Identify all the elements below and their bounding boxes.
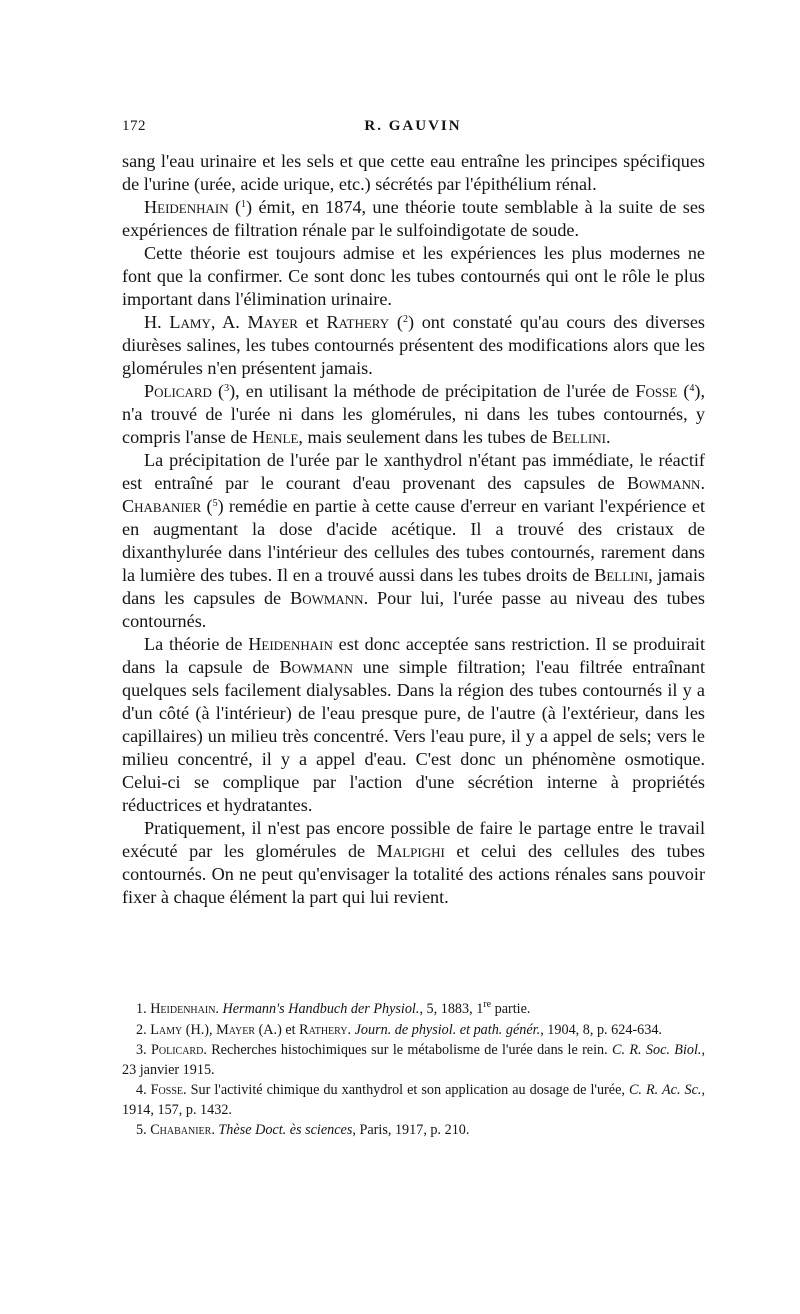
footnote-number: 4. (136, 1082, 147, 1098)
paragraph-text: . Pour lui, l'urée passe au niveau des tubes contournés. (122, 588, 705, 631)
footnote-text: , Paris, 1917, p. 210. (352, 1122, 470, 1138)
author-name: Bowmann (290, 588, 364, 608)
author-name: Heidenhain (144, 197, 229, 217)
footnote-title: Journ. de physiol. et path. génér. (354, 1021, 541, 1038)
paragraph-text: est donc acceptée sans restriction. Il se produirait dans la capsule de (122, 634, 705, 677)
paragraph-text: remédie en partie à cette cause d'erreur en variant l'expérience et en augmentant la dose d'acide acétique. Il a trouvé des cristaux de dixanthylurée dans l'intérieur des cellules des tubes contournés, rarement dans la lumière des tubes. Il en a trouvé aussi dans les tubes droits de (122, 496, 705, 585)
footnotes (122, 1000, 705, 1142)
paragraph-text: La théorie de (144, 634, 249, 654)
paragraph-6: La précipitation de l'urée par le xanthydrol n'étant pas immédiate, le réactif est entraîné par le courant d'eau provenant des capsules de Bowmann. Chabanier ($^5$) remédie en partie à cette cause d'erreur en variant l'expérience et en augmentant la dose d'acide acétique. Il a trouvé des cristaux de dixanthylurée dans l'intérieur des cellules des tubes contournés, rarement dans la lumière des tubes. Il en a trouvé aussi dans les tubes droits de Bellini, jamais dans les capsules de Bowmann. Pour lui, l'urée passe au niveau des tubes contournés. (122, 450, 705, 631)
paragraph-text: et (297, 312, 327, 332)
author-name: Bowmann (626, 473, 701, 493)
paragraph-text: et celui des cellules des tubes contournés. On ne peut qu'envisager la totalité des actions rénales sans pouvoir fixer à chaque élément la part qui lui revient. (122, 841, 706, 907)
paragraph-text: , en utilisant la méthode de précipitation de l'urée de (235, 381, 636, 401)
paragraph-text: Pratiquement, il n'est pas encore possible de faire le partage entre le travail exécuté par les glomérules de (122, 818, 705, 861)
page-number: 172 (122, 118, 146, 134)
author-name: Bellini (594, 565, 649, 585)
footnote-2 (122, 1021, 705, 1041)
author-name: Heidenhain (248, 634, 333, 654)
author-name: Malpighi (376, 841, 445, 861)
paragraph-text: , mais seulement dans les tubes de (298, 427, 552, 447)
page-header (122, 118, 704, 140)
footnote-ref: 5 (212, 498, 218, 509)
paragraph-text: ont constaté qu'au cours des diverses diurèses salines, les tubes contournés présentent des modifications alors que les glomérules n'en présentent jamais. (122, 312, 705, 378)
paragraph-text: , n'a trouvé de l'urée ni dans les glomérules, ni dans les tubes contournés, y compris l'anse de (122, 381, 706, 447)
author-name: Chabanier (122, 496, 202, 516)
author-name: Rathery (326, 312, 390, 332)
paragraph-3: Cette théorie est toujours admise et les expériences les plus modernes ne font que la confirmer. Ce sont donc les tubes contournés qui ont le rôle le plus important dans l'élimination urinaire. (122, 243, 705, 309)
paragraph-text: . (606, 427, 611, 447)
footnote-3 (122, 1041, 705, 1080)
footnote-text: (H.), (182, 1021, 217, 1038)
footnote-author: Rathery (299, 1021, 348, 1038)
footnote-text: (A.) et (255, 1021, 300, 1038)
footnote-author: Lamy (150, 1021, 183, 1038)
paragraph-7 (122, 633, 705, 817)
footnote-number: 3. (136, 1042, 147, 1058)
paragraph-text: , jamais dans les capsules de (122, 565, 705, 608)
footnote-title: C. R. Ac. Sc. (628, 1082, 702, 1098)
author-name: Henle (252, 427, 299, 447)
paragraph-text: . (700, 473, 705, 493)
footnote-author: Mayer (216, 1021, 256, 1038)
footnote-ref: 4 (689, 383, 695, 394)
author-name: Mayer (247, 312, 298, 332)
paragraph-4: H. Lamy, A. Mayer et Rathery ($^2$) ont constaté qu'au cours des diverses diurèses salines, les tubes contournés présentent des modifications alors que les glomérules n'en présentent jamais. (122, 312, 705, 378)
paragraph-text: émit, en 1874, une théorie toute semblable à la suite de ses expériences de filtration rénale par le sulfoindigotate de soude. (122, 197, 705, 240)
footnote-title: Hermann's Handbuch der Physiol. (222, 1001, 420, 1017)
footnote-ref: 1 (241, 199, 247, 210)
footnote-text: . Recherches histochimiques sur le métabolisme de l'urée dans le rein. (203, 1042, 613, 1058)
footnote-title: C. R. Soc. Biol. (612, 1042, 702, 1058)
footnote-1 (122, 1000, 705, 1020)
paragraph-2: Heidenhain ($^1$) émit, en 1874, une théorie toute semblable à la suite de ses expériences de filtration rénale par le sulfoindigotate de soude. (122, 197, 705, 240)
author-name: Fosse (635, 381, 678, 401)
footnote-text: . (211, 1122, 219, 1138)
author-name: Bowmann (279, 657, 353, 677)
footnote-4 (122, 1081, 705, 1120)
paragraph-text: H. (144, 312, 170, 332)
paragraph-text: La précipitation de l'urée par le xanthydrol n'étant pas immédiate, le réactif est entraîné par le courant d'eau provenant des capsules de (122, 450, 705, 493)
footnote-author: Chabanier (150, 1122, 212, 1138)
footnote-superscript: re (483, 999, 492, 1010)
footnote-text: . (347, 1021, 355, 1038)
paragraph-1: sang l'eau urinaire et les sels et que cette eau entraîne les principes spécifiques de l'urine (urée, acide urique, etc.) sécrétés par l'épithélium rénal. (122, 151, 705, 194)
footnote-author: Heidenhain. (150, 1001, 219, 1017)
author-name: Policard (144, 381, 212, 401)
footnote-5 (122, 1121, 705, 1141)
paragraph-text: une simple filtration; l'eau filtrée entraînant quelques sels facilement dialysables. Dans la région des tubes contournés il y a d'un côté (à l'intérieur) de l'eau presque pure, de l'autre (à l'extérieur, dans les capillaires) un milieu très concentré. Vers l'eau pure, il y a appel de sels; vers le milieu concentré, il y a appel d'eau. C'est donc un phénomène osmotique. Celui-ci se complique par l'action d'une sécrétion interne à propriétés réductrices et hydratantes. (122, 657, 705, 815)
paragraph-8 (122, 817, 705, 909)
footnote-ref: 3 (224, 383, 230, 394)
footnote-text: , 5, 1883, 1 (419, 1001, 484, 1017)
footnote-text: , 1914, 157, p. 1432. (122, 1082, 705, 1118)
footnote-title: Thèse Doct. ès sciences (218, 1122, 353, 1138)
footnote-text: . Sur l'activité chimique du xanthydrol et son application au dosage de l'urée, (183, 1082, 629, 1098)
paragraph-text: , A. (210, 312, 248, 332)
running-head: R. GAUVIN (364, 118, 462, 134)
body-text (122, 150, 705, 909)
footnote-text: , 23 janvier 1915. (122, 1042, 706, 1078)
author-name: Lamy (169, 312, 211, 332)
footnote-author: Fosse (150, 1082, 184, 1098)
footnote-ref: 2 (402, 314, 408, 325)
footnote-author: Policard (150, 1042, 204, 1058)
footnote-number: 2. (136, 1021, 147, 1038)
footnote-text: , 1904, 8, p. 624-634. (540, 1021, 662, 1038)
footnote-number: 1. (136, 1001, 147, 1017)
author-name: Bellini (551, 427, 606, 447)
footnote-text: partie. (491, 1001, 531, 1017)
paragraph-5: Policard ($^3$), en utilisant la méthode de précipitation de l'urée de Fosse ($^4$), n'a trouvé de l'urée ni dans les glomérules, ni dans les tubes contournés, y compris l'anse de Henle, mais seulement dans les tubes de Bellini. (122, 381, 706, 447)
footnote-number: 5. (136, 1122, 147, 1138)
